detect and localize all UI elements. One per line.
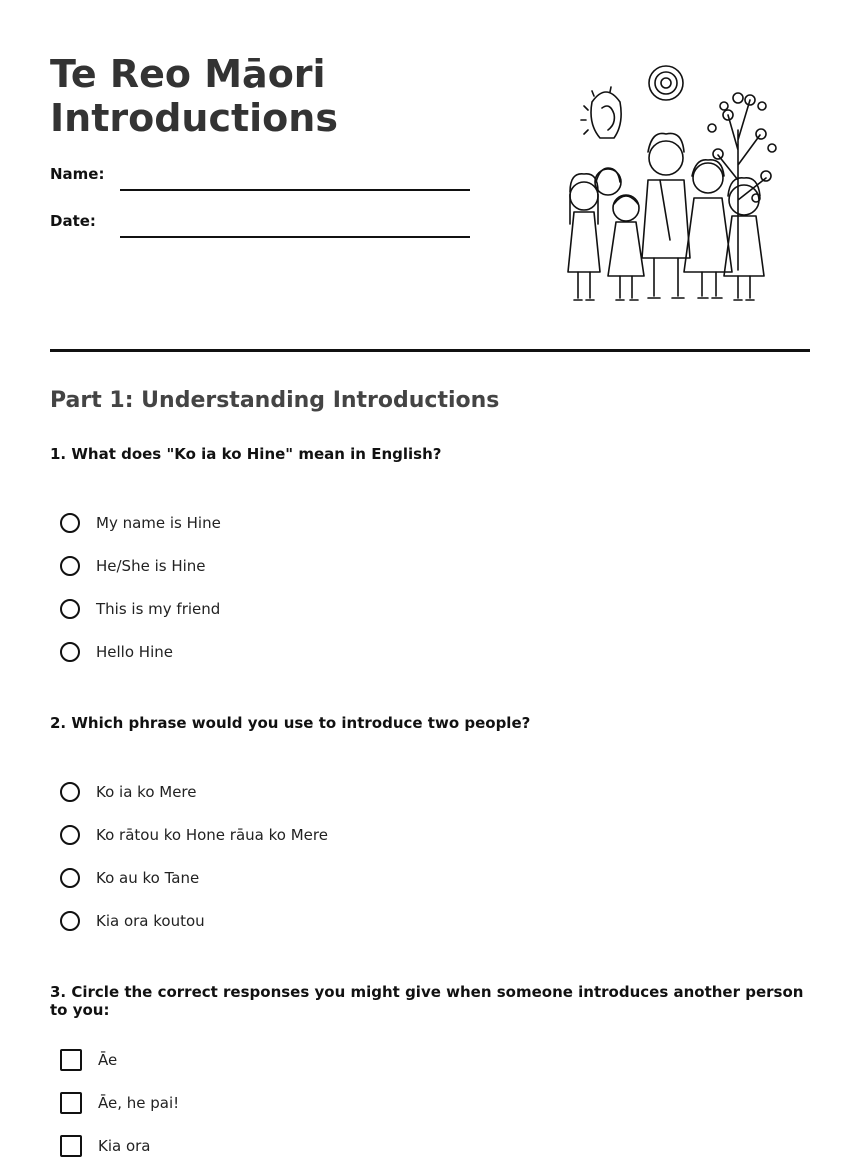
- tree-icon: [708, 93, 776, 270]
- page-title: [50, 52, 520, 140]
- radio-button[interactable]: [60, 556, 80, 576]
- option-label: Kia ora koutou: [96, 912, 205, 930]
- option-label: Kia ora: [98, 1137, 151, 1155]
- option-label: Āe, he pai!: [98, 1094, 180, 1112]
- name-label: Name:: [50, 165, 105, 183]
- child-figure-icon: [608, 195, 644, 300]
- radio-button[interactable]: [60, 782, 80, 802]
- radio-button[interactable]: [60, 825, 80, 845]
- family-illustration-icon: [562, 60, 780, 316]
- option-label: My name is Hine: [96, 514, 221, 532]
- option-label: Āe: [98, 1051, 118, 1069]
- spiral-sun-icon: [649, 66, 683, 100]
- title-line-2: Introductions: [50, 96, 338, 140]
- option-label: Ko ia ko Mere: [96, 783, 197, 801]
- woman-figure-icon: [595, 168, 621, 195]
- q1-option-2[interactable]: [60, 553, 760, 579]
- q2-option-4[interactable]: [60, 908, 760, 934]
- question-1: 1. What does "Ko ia ko Hine" mean in English?: [50, 445, 442, 463]
- q1-option-4[interactable]: [60, 639, 760, 665]
- checkbox[interactable]: [60, 1135, 82, 1157]
- q2-option-1[interactable]: [60, 779, 760, 805]
- date-line[interactable]: [120, 236, 470, 238]
- option-label: Hello Hine: [96, 643, 173, 661]
- radio-button[interactable]: [60, 868, 80, 888]
- q1-option-3[interactable]: [60, 596, 760, 622]
- option-label: Ko rātou ko Hone rāua ko Mere: [96, 826, 328, 844]
- radio-button[interactable]: [60, 911, 80, 931]
- q3-option-3[interactable]: [60, 1133, 760, 1159]
- checkbox[interactable]: [60, 1092, 82, 1114]
- title-line-1: Te Reo Māori: [50, 52, 326, 96]
- option-label: This is my friend: [96, 600, 221, 618]
- radio-button[interactable]: [60, 513, 80, 533]
- date-label: Date:: [50, 212, 96, 230]
- part1-heading: Part 1: Understanding Introductions: [50, 388, 500, 413]
- checkbox[interactable]: [60, 1049, 82, 1071]
- radio-button[interactable]: [60, 642, 80, 662]
- q2-option-2[interactable]: [60, 822, 760, 848]
- option-label: Ko au ko Tane: [96, 869, 200, 887]
- girl-figure-icon: [568, 174, 600, 300]
- question-2: 2. Which phrase would you use to introduce two people?: [50, 714, 531, 732]
- q3-option-2[interactable]: [60, 1090, 760, 1116]
- date-field[interactable]: [50, 212, 470, 236]
- name-field[interactable]: [50, 165, 470, 189]
- man-figure-icon: [642, 133, 690, 298]
- shell-carving-icon: [581, 87, 621, 138]
- option-label: He/She is Hine: [96, 557, 206, 575]
- header-divider: [50, 349, 810, 352]
- radio-button[interactable]: [60, 599, 80, 619]
- question-3: 3. Circle the correct responses you might give when someone introduces another person to you:: [50, 983, 804, 1019]
- elder-woman-figure-icon: [684, 160, 732, 298]
- name-line[interactable]: [120, 189, 470, 191]
- q1-option-1[interactable]: [60, 510, 760, 536]
- q2-option-3[interactable]: [60, 865, 760, 891]
- q3-option-1[interactable]: [60, 1047, 760, 1073]
